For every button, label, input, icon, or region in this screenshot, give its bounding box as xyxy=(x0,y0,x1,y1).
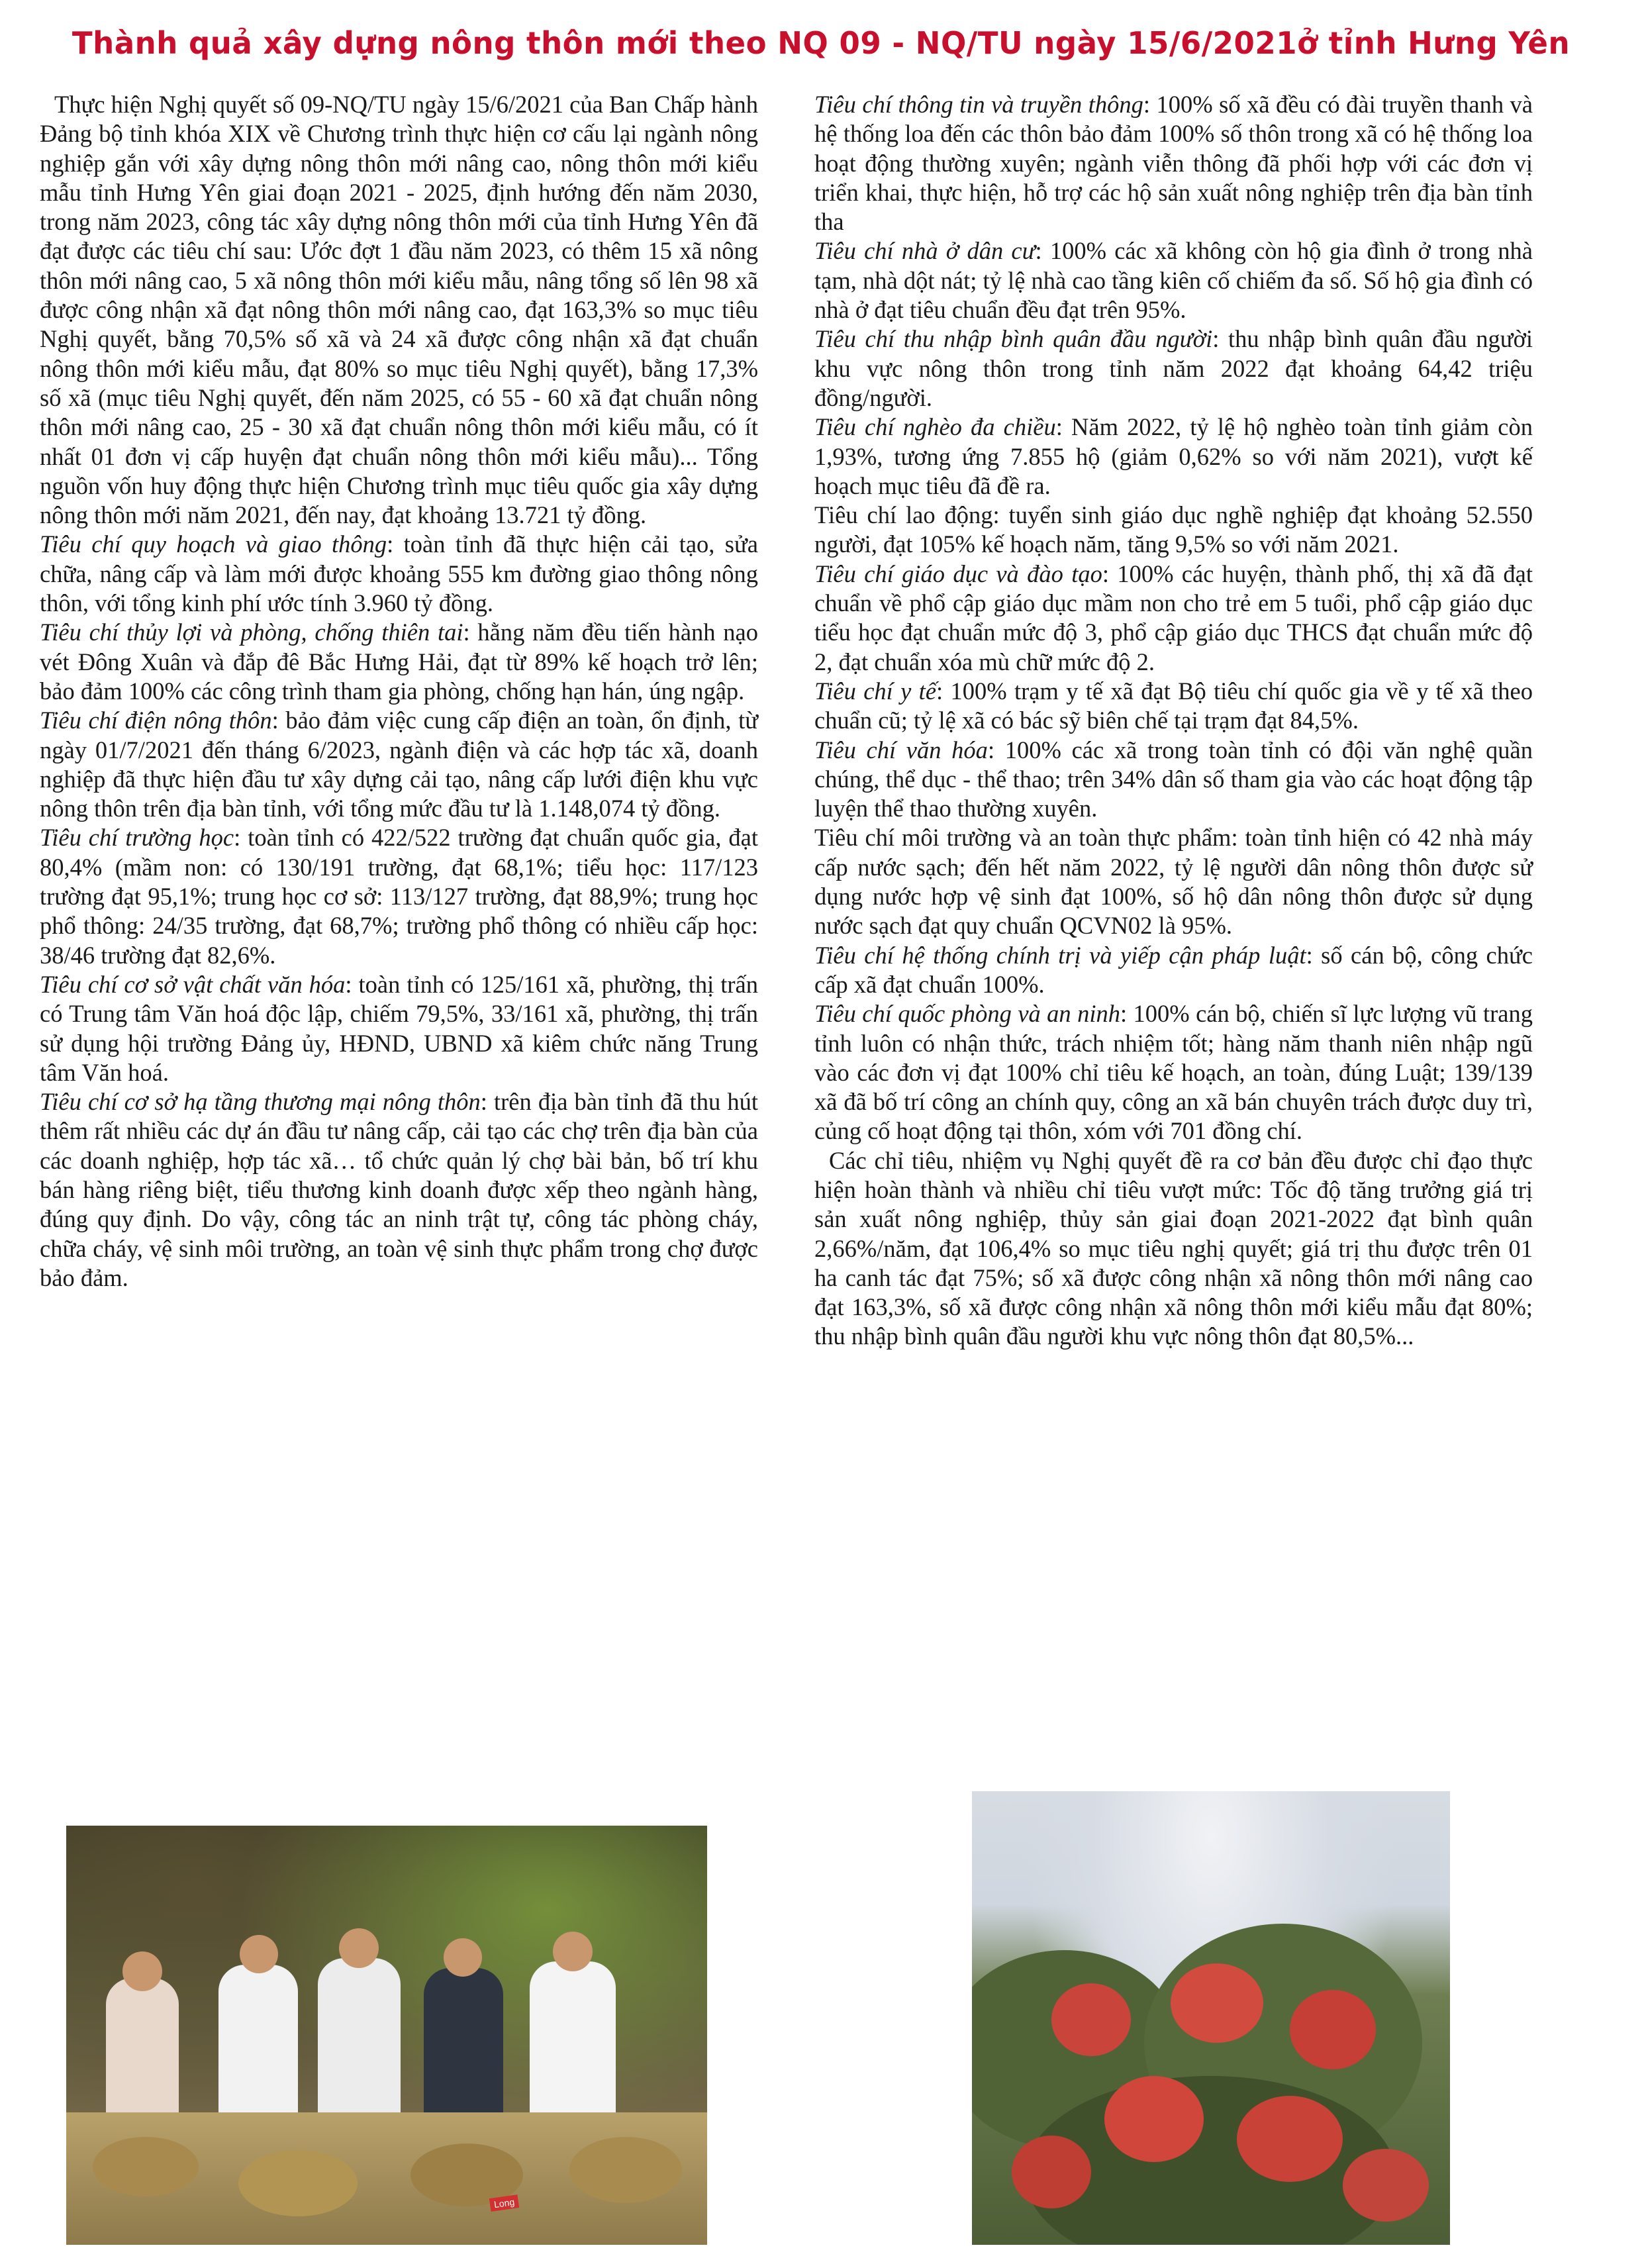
criterion-text: : 100% cán bộ, chiến sĩ lực lượng vũ trang tỉnh luôn có nhận thức, trách nhiệm tốt; hàng năm thanh niên nhập ngũ vào các đơn vị đạt 100% chỉ tiêu kế hoạch, an toàn, đúng Luật; 139/139 xã đã bố trí công an chính quy, công an xã bán chuyên trách được duy trì, củng cố hoạt động tại thôn, xóm với 701 đồng chí. xyxy=(814,1000,1533,1145)
criterion-text: : thu nhập bình quân đầu người khu vực nông thôn trong tỉnh năm 2022 đạt khoảng 64,42 triệu đồng/người. xyxy=(814,325,1533,411)
criterion-label: Tiêu chí nhà ở dân cư xyxy=(814,237,1036,265)
criterion-paragraph xyxy=(814,823,1533,940)
criterion-label: Tiêu chí trường học xyxy=(40,824,234,852)
criterion-paragraph xyxy=(40,1087,758,1293)
lychee-cluster xyxy=(1171,1963,1263,2043)
criterion-paragraph xyxy=(814,677,1533,736)
criterion-paragraph xyxy=(40,530,758,618)
lychee-cluster xyxy=(1290,1990,1376,2069)
criterion-text: : 100% các xã trong toàn tỉnh có đội văn nghệ quần chúng, thể dục - thể thao; trên 34% dân số tham gia vào các hoạt động tập luyện thể thao thường xuyên. xyxy=(814,736,1533,822)
criterion-label: Tiêu chí thông tin và truyền thông xyxy=(814,91,1143,118)
market-visit-photo xyxy=(66,1826,707,2245)
left-column xyxy=(40,90,758,1293)
person-head xyxy=(339,1928,379,1968)
criterion-paragraph xyxy=(40,618,758,706)
criterion-paragraph xyxy=(814,324,1533,413)
criterion-paragraph xyxy=(814,560,1533,677)
criterion-text: : 100% các xã không còn hộ gia đình ở trong nhà tạm, nhà dột nát; tỷ lệ nhà cao tầng kiên cố chiếm đa số. Số hộ gia đình có nhà ở đạt tiêu chuẩn đều đạt trên 95%. xyxy=(814,237,1533,324)
criterion-paragraph xyxy=(814,90,1533,236)
person-head xyxy=(240,1935,278,1973)
person-head xyxy=(444,1938,482,1977)
lychee-cluster xyxy=(1343,2149,1429,2222)
criterion-text: Tiêu chí môi trường và an toàn thực phẩm: toàn tỉnh hiện có 42 nhà máy cấp nước sạch; đến hết năm 2022, tỷ lệ người dân nông thôn được sử dụng nước hợp vệ sinh đạt 100%, số hộ dân nông thôn được sử dụng nước sạch đạt quy chuẩn QCVN02 là 95%. xyxy=(814,824,1533,940)
criterion-text: : toàn tỉnh đã thực hiện cải tạo, sửa chữa, nâng cấp và làm mới được khoảng 555 km đường giao thông nông thôn, với tổng kinh phí ước tính 3.960 tỷ đồng. xyxy=(40,530,758,617)
criterion-paragraph xyxy=(814,941,1533,1000)
criterion-text: : Năm 2022, tỷ lệ hộ nghèo toàn tỉnh giảm còn 1,93%, tương ứng 7.855 hộ (giảm 0,62% so với năm 2021), vượt kế hoạch mục tiêu đã đề ra. xyxy=(814,413,1533,499)
intro-paragraph: Thực hiện Nghị quyết số 09-NQ/TU ngày 15/6/2021 của Ban Chấp hành Đảng bộ tỉnh khóa XIX về Chương trình thực hiện cơ cấu lại ngành nông nghiệp gắn với xây dựng nông thôn mới nâng cao, nông thôn mới kiểu mẫu tỉnh Hưng Yên giai đoạn 2021 - 2025, định hướng đến năm 2030, trong năm 2023, công tác xây dựng nông thôn mới của tỉnh Hưng Yên đã đạt được các tiêu chí sau: Ước đợt 1 đầu năm 2023, có thêm 15 xã nông thôn mới nâng cao, 5 xã nông thôn mới kiểu mẫu, nâng tổng số lên 98 xã được công nhận xã đạt nông thôn mới nâng cao, đạt 163,3% so mục tiêu Nghị quyết, bằng 70,5% số xã và 24 xã được công nhận xã đạt chuẩn nông thôn mới kiểu mẫu, đạt 80% so mục tiêu Nghị quyết), bằng 17,3% số xã (mục tiêu Nghị quyết, đến năm 2025, có 55 - 60 xã đạt chuẩn nông thôn mới nâng cao, 25 - 30 xã đạt chuẩn nông thôn mới kiểu mẫu, có ít nhất 01 đơn vị cấp huyện đạt chuẩn nông thôn mới kiểu mẫu)... Tổng nguồn vốn huy động thực hiện Chương trình mục tiêu quốc gia xây dựng nông thôn mới năm 2021, đến nay, đạt khoảng 13.721 tỷ đồng. xyxy=(40,91,758,529)
criterion-label: Tiêu chí quốc phòng và an ninh xyxy=(814,1000,1120,1028)
lychee-tree-photo xyxy=(972,1791,1450,2245)
criterion-text: : 100% số xã đều có đài truyền thanh và hệ thống loa đến các thôn bảo đảm 100% số thôn trong xã có hệ thống loa hoạt động thường xuyên; ngành viễn thông đã phối hợp với các đơn vị triển khai, thực hiện, hỗ trợ các hộ sản xuất nông nghiệp trên địa bàn tỉnh tha xyxy=(814,91,1533,236)
criterion-paragraph xyxy=(814,413,1533,501)
criterion-paragraph xyxy=(40,823,758,969)
criterion-text: : bảo đảm việc cung cấp điện an toàn, ổn định, từ ngày 01/7/2021 đến tháng 6/2023, ngành điện và các hợp tác xã, doanh nghiệp đã thực hiện đầu tư xây dựng cải tạo, nâng cấp lưới điện khu vực nông thôn trên địa bàn tỉnh, với tổng mức đầu tư là 1.148,074 tỷ đồng. xyxy=(40,707,758,822)
conclusion-paragraph: Các chỉ tiêu, nhiệm vụ Nghị quyết đề ra cơ bản đều được chỉ đạo thực hiện hoàn thành và nhiều chỉ tiêu vượt mức: Tốc độ tăng trưởng giá trị sản xuất nông nghiệp, thủy sản giai đoạn 2021-2022 đạt bình quân 2,66%/năm, đạt 106,4% so mục tiêu nghị quyết; giá trị thu được trên 01 ha canh tác đạt 75%; số xã được công nhận xã nông thôn mới nâng cao đạt 163,3%, số xã được công nhận xã nông thôn mới kiểu mẫu đạt 80%; thu nhập bình quân đầu người khu vực nông thôn đạt 80,5%... xyxy=(814,1146,1533,1350)
longan-bunch xyxy=(569,2137,682,2203)
criterion-label: Tiêu chí quy hoạch và giao thông xyxy=(40,530,387,558)
criterion-text: : 100% trạm y tế xã đạt Bộ tiêu chí quốc gia về y tế xã theo chuẩn cũ; tỷ lệ xã có bác sỹ biên chế tại trạm đạt 84,5%. xyxy=(814,677,1533,734)
longan-bunch xyxy=(93,2137,199,2196)
criterion-label: Tiêu chí cơ sở hạ tầng thương mại nông thôn xyxy=(40,1088,481,1116)
criterion-label: Tiêu chí hệ thống chính trị và yiếp cận pháp luật xyxy=(814,941,1306,969)
criterion-label: Tiêu chí cơ sở vật chất văn hóa xyxy=(40,970,346,998)
criterion-paragraph xyxy=(814,999,1533,1146)
stall-sign: Long xyxy=(489,2194,520,2212)
criterion-text: : hằng năm đều tiến hành nạo vét Đông Xuân và đắp đê Bắc Hưng Hải, đạt từ 89% kế hoạch trở lên; bảo đảm 100% các công trình tham gia phòng, chống hạn hán, úng ngập. xyxy=(40,618,758,705)
lychee-cluster xyxy=(1051,1983,1131,2056)
criterion-label: Tiêu chí thu nhập bình quân đầu người xyxy=(814,325,1213,353)
lychee-cluster xyxy=(1012,2136,1091,2208)
longan-bunch xyxy=(238,2150,358,2216)
lychee-cluster xyxy=(1237,2096,1343,2182)
page-title: Thành quả xây dựng nông thôn mới theo NQ 09 - NQ/TU ngày 15/6/2021ở tỉnh Hưng Yên xyxy=(72,25,1570,61)
criterion-label: Tiêu chí giáo dục và đào tạo xyxy=(814,560,1102,587)
criterion-paragraph xyxy=(40,706,758,823)
person-head xyxy=(553,1932,593,1971)
criterion-paragraph xyxy=(40,970,758,1087)
criterion-label: Tiêu chí văn hóa xyxy=(814,736,988,764)
criterion-label: Tiêu chí thủy lợi và phòng, chống thiên tai xyxy=(40,618,463,646)
criterion-text: : trên địa bàn tỉnh đã thu hút thêm rất nhiều các dự án đầu tư nâng cấp, cải tạo các chợ trên địa bàn của các doanh nghiệp, hợp tác xã… tổ chức quản lý chợ bài bản, bố trí khu bán hàng riêng biệt, tiểu thương kinh doanh được xếp theo ngành hàng, đúng quy định. Do vậy, công tác an ninh trật tự, công tác phòng cháy, chữa cháy, vệ sinh môi trường, an toàn vệ sinh thực phẩm trong chợ được bảo đảm. xyxy=(40,1088,758,1291)
criterion-text: : toàn tỉnh có 422/522 trường đạt chuẩn quốc gia, đạt 80,4% (mầm non: có 130/191 trường, đạt 68,1%; tiểu học: 117/123 trường đạt 95,1%; trung học cơ sở: 113/127 trường, đạt 88,9%; trung học phổ thông: 24/35 trường, đạt 68,7%; trường phổ thông có nhiều cấp học: 38/46 trường đạt 82,6%. xyxy=(40,824,758,969)
criterion-text: : 100% các huyện, thành phố, thị xã đã đạt chuẩn về phổ cập giáo dục mầm non cho trẻ em 5 tuổi, phổ cập giáo dục tiểu học đạt chuẩn mức độ 3, phổ cập giáo dục THCS đạt chuẩn mức độ 2, đạt chuẩn xóa mù chữ mức độ 2. xyxy=(814,560,1533,675)
criterion-label: Tiêu chí y tế xyxy=(814,677,937,705)
criterion-label: Tiêu chí nghèo đa chiều xyxy=(814,413,1056,441)
criterion-text: : số cán bộ, công chức cấp xã đạt chuẩn 100%. xyxy=(814,941,1533,998)
person-head xyxy=(122,1951,162,1991)
right-column xyxy=(814,90,1533,1352)
criterion-text: Tiêu chí lao động: tuyển sinh giáo dục nghề nghiệp đạt khoảng 52.550 người, đạt 105% kế hoạch năm, tăng 9,5% so với năm 2021. xyxy=(814,501,1533,558)
criterion-paragraph xyxy=(814,236,1533,324)
criterion-text: : toàn tỉnh có 125/161 xã, phường, thị trấn có Trung tâm Văn hoá độc lập, chiếm 79,5%, 33/161 xã, phường, thị trấn sử dụng hội trường Đảng ủy, HĐND, UBND xã kiêm chức năng Trung tâm Văn hoá. xyxy=(40,970,758,1086)
criterion-label: Tiêu chí điện nông thôn xyxy=(40,707,272,734)
criterion-paragraph xyxy=(814,501,1533,560)
lychee-cluster xyxy=(1104,2076,1204,2162)
criterion-paragraph xyxy=(814,736,1533,824)
